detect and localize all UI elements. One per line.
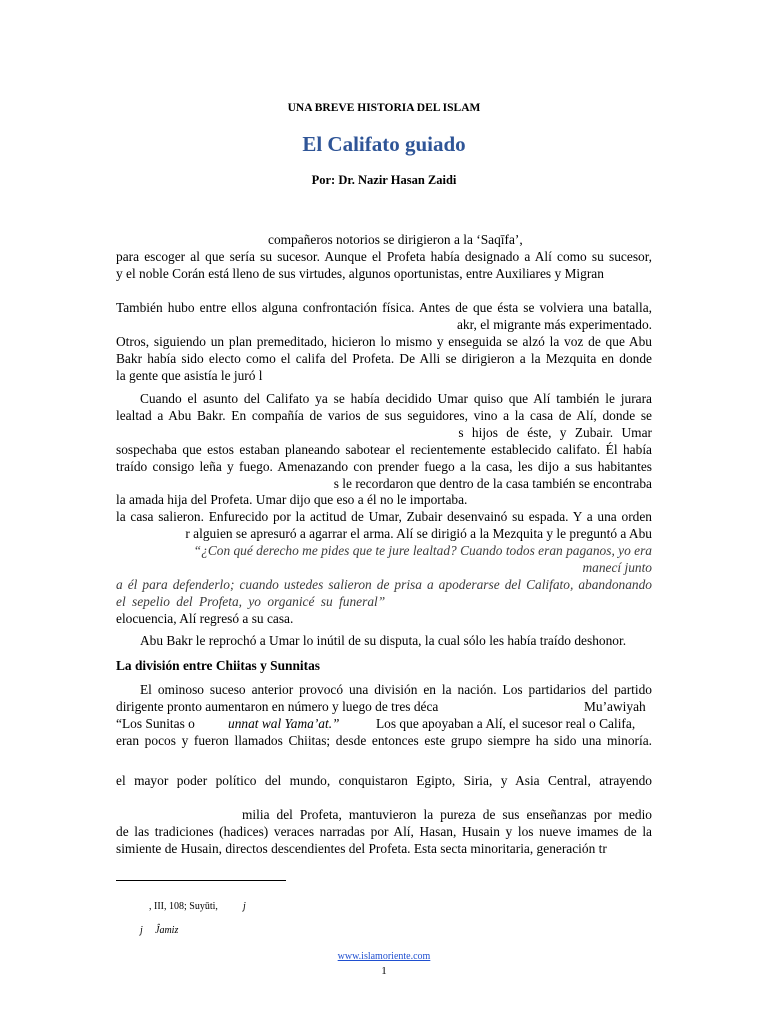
page-number: 1 xyxy=(381,965,387,977)
text-line: s hijos de éste, y Zubair. Umar xyxy=(458,425,652,440)
text-line: sospechaba que estos estaban planeando sabotear el recientemente establecido califato. Él había xyxy=(116,442,652,457)
text-line: elocuencia, Alí regresó a su casa. xyxy=(116,611,294,626)
text-line: Otros, siguiendo un plan premeditado, hicieron lo mismo y enseguida se alzó la voz de que Abu xyxy=(116,334,652,349)
text-line: También hubo entre ellos alguna confrontación física. Antes de que ésta se volviera una batalla, xyxy=(116,300,652,315)
text-line: la gente que asistía le juró l xyxy=(116,368,263,383)
footnote-text: , III, 108; Suyūti, xyxy=(149,901,218,912)
text-line: simiente de Husain, directos descendientes del Profeta. Esta secta minoritaria, generación tr xyxy=(116,841,607,856)
footer-link-container xyxy=(0,951,768,962)
text-line: milia del Profeta, mantuvieron la pureza de sus enseñanzas por medio xyxy=(242,807,652,822)
footnote-separator xyxy=(116,880,286,881)
text-line: Cuando el asunto del Califato ya se había decidido Umar quiso que Alí también le jurara xyxy=(140,391,652,406)
text-line: la amada hija del Profeta. Umar dijo que eso a él no le importaba. xyxy=(116,492,468,507)
text-line: y el noble Corán está lleno de sus virtudes, algunos oportunistas, entre Auxiliares y Migran xyxy=(116,266,604,281)
series-header: UNA BREVE HISTORIA DEL ISLAM xyxy=(287,102,481,114)
text-line: El ominoso suceso anterior provocó una división en la nación. Los partidarios del partido xyxy=(140,682,652,697)
text-line: para escoger al que sería su sucesor. Aunque el Profeta había designado a Alí como su sucesor, xyxy=(116,249,652,264)
text-line: unnat wal Yama’at.” xyxy=(228,716,340,731)
text-line: “Los Sunitas o xyxy=(116,716,195,731)
text-line: akr, el migrante más experimentado. xyxy=(456,317,652,332)
section-heading: La división entre Chiitas y Sunnitas xyxy=(116,658,321,673)
text-line: Abu Bakr le reprochó a Umar lo inútil de su disputa, la cual sólo les había traído deshonor. xyxy=(140,633,627,648)
quote-line: el sepelio del Profeta, yo organicé su funeral” xyxy=(116,594,386,609)
footnote-text: Ĵamiz xyxy=(155,925,179,936)
text-line: dirigente pronto aumentaron en número y luego de tres déca xyxy=(116,699,439,714)
text-line: eran pocos y fueron llamados Chiitas; desde entonces este grupo siempre ha sido una minoría. xyxy=(116,733,652,748)
text-line: compañeros notorios se dirigieron a la ‘Saqīfa’, xyxy=(268,232,523,247)
footnote-text: j xyxy=(140,925,143,936)
author-line: Por: Dr. Nazir Hasan Zaidi xyxy=(311,173,457,187)
quote-line: a él para defenderlo; cuando ustedes salieron de prisa a apoderarse del Califato, abandonando xyxy=(116,577,652,592)
text-line: lealtad a Abu Bakr. En compañía de varios de sus seguidores, vino a la casa de Alí, donde se xyxy=(116,408,652,423)
text-line: s le recordaron que dentro de la casa también se encontraba xyxy=(333,476,652,491)
text-line: de las tradiciones (hadices) veraces narradas por Alí, Hasan, Husain y los nueve imames de la xyxy=(116,824,652,839)
text-line: Mu’awiyah xyxy=(584,699,646,714)
text-line: Los que apoyaban a Alí, el sucesor real o Califa, xyxy=(376,716,636,731)
footnote-text: j xyxy=(243,901,246,912)
quote-line: “¿Con qué derecho me pides que te jure lealtad? Cuando todos eran paganos, yo era xyxy=(193,543,652,558)
text-line: traído consigo leña y fuego. Amenazando con prender fuego a la casa, les dijo a sus habitantes xyxy=(116,459,652,474)
text-line: r alguien se apresuró a agarrar el arma. Alí se dirigió a la Mezquita y le preguntó a Abu xyxy=(185,526,652,541)
website-link[interactable]: www.islamoriente.com xyxy=(337,951,431,962)
text-line: Bakr había sido electo como el califa del Profeta. De Alli se dirigieron a la Mezquita en donde xyxy=(116,351,652,366)
text-line: la casa salieron. Enfurecido por la actitud de Umar, Zubair desenvainó su espada. Y a una orden xyxy=(116,509,652,524)
page-title: El Califato guiado xyxy=(302,132,466,156)
text-line: el mayor poder político del mundo, conquistaron Egipto, Siria, y Asia Central, atrayendo xyxy=(116,773,652,788)
quote-line: manecí junto xyxy=(582,560,652,575)
